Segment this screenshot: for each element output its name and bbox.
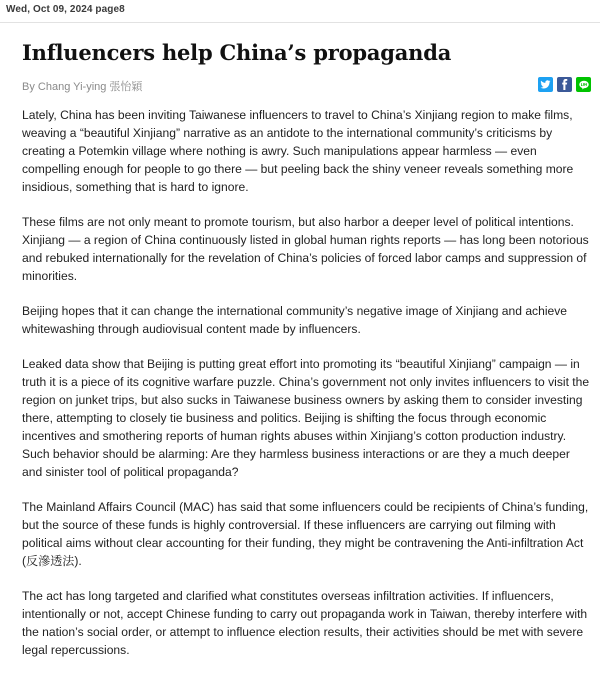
line-icon xyxy=(578,79,590,91)
article-paragraph: These films are not only meant to promote tourism, but also harbor a deeper level of political intentions. Xinjiang — a region of China continuously listed in global human rights reports — has long been notorious and rebuked internationally for the revelation of China’s policies of forced labor camps and suppression of minorities. xyxy=(22,215,589,283)
top-bar xyxy=(0,0,600,23)
article-paragraph: The Mainland Affairs Council (MAC) has said that some influencers could be recipients of China’s funding, but the source of these funds is highly controversial. If these influencers are carrying out filming with political aims without clear accounting for their funding, they might be contravening the Anti-infiltration Act (反滲透法). xyxy=(22,500,589,568)
byline: By Chang Yi-ying 張怡穎 xyxy=(22,81,143,93)
dateline: Wed, Oct 09, 2024 page8 xyxy=(6,4,125,15)
twitter-share-button[interactable] xyxy=(538,77,553,92)
article-paragraph: Beijing hopes that it can change the international community’s negative image of Xinjiang and achieve whitewashing through audiovisual content made by influencers. xyxy=(22,304,568,336)
article-paragraph: The act has long targeted and clarified what constitutes overseas infiltration activities. If influencers, intentionally or not, accept Chinese funding to carry out propaganda work in Taiwan, thereby interfere with the nation’s social order, or attempt to influence election results, their activities should be met with severe legal repercussions. xyxy=(22,589,588,657)
article-body xyxy=(22,106,590,676)
article-title: Influencers help China’s propaganda xyxy=(22,40,452,65)
line-share-button[interactable] xyxy=(576,77,591,92)
article-paragraph: Leaked data show that Beijing is putting great effort into promoting its “beautiful Xinjiang” campaign — in truth it is a piece of its cognitive warfare puzzle. China’s government not only invites influencers to visit the region on junket trips, but also sucks in Taiwanese business owners by asking them to consider investing there, attempting to closely tie business and politics. Beijing is shifting the focus through economic incentives and smothering reports of human rights abuses within Xinjiang’s cotton production industry. Such behavior should be alarming: Are they harmless business interactions or are they a much deeper and sinister tool of political propaganda? xyxy=(22,357,590,479)
twitter-icon xyxy=(540,79,551,90)
facebook-share-button[interactable] xyxy=(557,77,572,92)
article-paragraph: Lately, China has been inviting Taiwanese influencers to travel to China’s Xinjiang region to make films, weaving a “beautiful Xinjiang” narrative as an antidote to the international community’s criticisms by creating a Potemkin village where nothing is awry. Such manipulations appear harmless — even compelling enough for people to go there — but peeling back the shiny veneer reveals something more insidious, something that is hard to ignore. xyxy=(22,108,574,194)
share-buttons xyxy=(538,77,591,92)
facebook-icon xyxy=(559,79,570,90)
